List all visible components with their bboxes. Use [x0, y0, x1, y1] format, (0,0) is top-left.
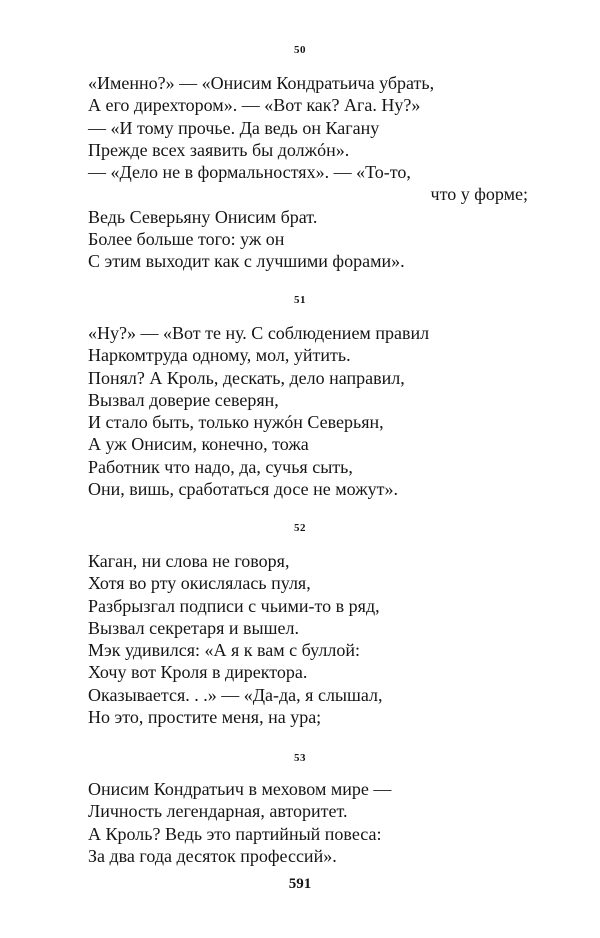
- verse-line: Наркомтруда одному, мол, уйтить.: [88, 345, 351, 366]
- verse-line: — «Дело не в формальностях». — «То-то,: [88, 162, 411, 183]
- verse-line: Прежде всех заявить бы должóн».: [88, 139, 350, 160]
- verse-line: Вызвал доверие северян,: [88, 389, 279, 410]
- verse-line: А его дирехтором». — «Вот как? Ага. Ну?»: [88, 95, 421, 116]
- verse-line: Разбрызгал подписи с чьими-то в ряд,: [88, 595, 380, 616]
- verse-line: А уж Онисим, конечно, тожа: [88, 434, 309, 455]
- verse-line: Но это, простите меня, на ура;: [88, 707, 322, 728]
- verse-line: За два года десяток профессий».: [88, 845, 337, 866]
- verse-line: Онисим Кондратьич в меховом мире —: [88, 779, 392, 799]
- verse-line: что у форме;: [430, 184, 528, 205]
- verse-line: Ведь Северьяну Онисим брат.: [88, 206, 318, 227]
- verse-line: И стало быть, только нужóн Северьян,: [88, 412, 384, 433]
- stanza-number: 53: [294, 752, 306, 764]
- stanza-number: 52: [294, 522, 306, 534]
- verse-line: Более больше того: уж он: [88, 229, 285, 250]
- verse-line: А Кроль? Ведь это партийный повеса:: [88, 823, 382, 844]
- stanza-number: 50: [294, 44, 306, 56]
- verse-line: Личность легендарная, авторитет.: [88, 801, 348, 822]
- verse-line: Хочу вот Кроля в директора.: [88, 662, 308, 683]
- verse-line: «Ну?» — «Вот те ну. С соблюдением правил: [88, 323, 430, 343]
- stanza-50: [88, 72, 528, 273]
- stanza-52: [88, 550, 528, 728]
- verse-line: Вызвал секретаря и вышел.: [88, 617, 299, 638]
- verse-line: Оказывается. . .» — «Да-да, я слышал,: [88, 684, 383, 705]
- verse-line: С этим выходит как с лучшими форами».: [88, 251, 405, 272]
- verse-line: Хотя во рту окислялась пуля,: [88, 573, 311, 594]
- verse-line: Понял? А Кроль, дескать, дело направил,: [88, 367, 405, 388]
- page-number: 591: [288, 876, 312, 892]
- verse-line: Они, вишь, сработаться досе не можут».: [88, 479, 398, 500]
- verse-line: Мэк удивился: «А я к вам с буллой:: [88, 640, 360, 661]
- verse-line: «Именно?» — «Онисим Кондратьича убрать,: [88, 73, 435, 93]
- stanza-53: [88, 778, 528, 867]
- verse-line: Каган, ни слова не говоря,: [88, 551, 290, 571]
- verse-line: — «И тому прочье. Да ведь он Кагану: [88, 117, 380, 138]
- stanza-number: 51: [294, 294, 306, 306]
- verse-line: Работник что надо, да, сучья сыть,: [88, 456, 353, 477]
- stanza-51: [88, 322, 528, 500]
